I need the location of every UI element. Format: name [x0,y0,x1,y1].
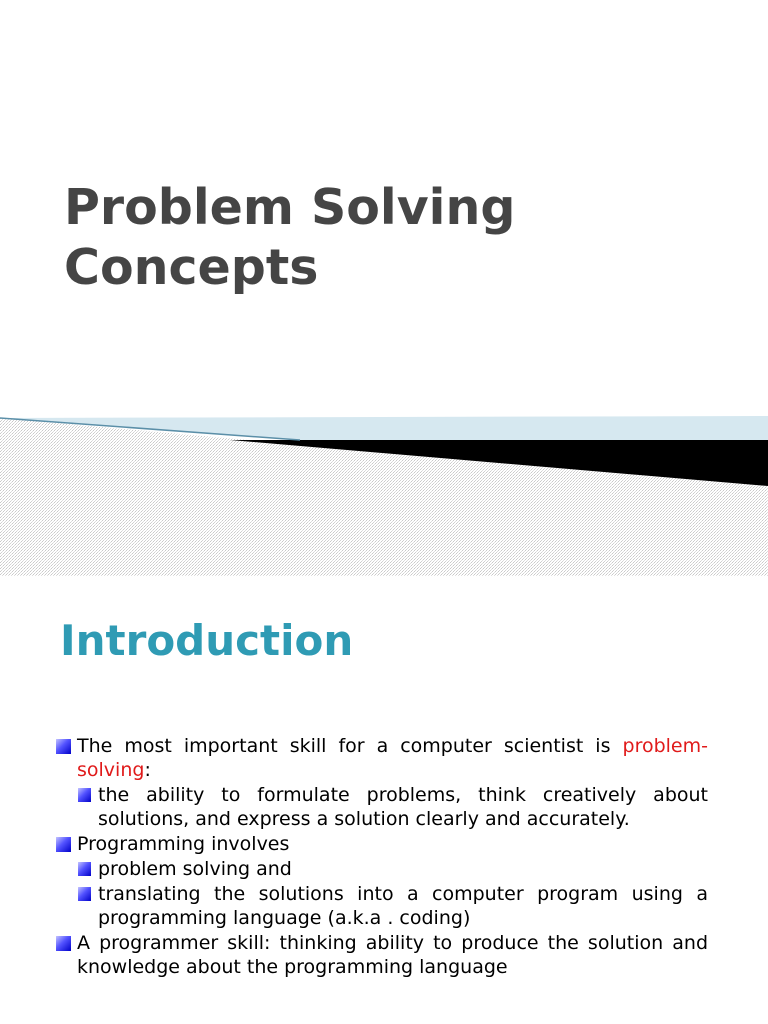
sub-bullet-text: problem solving and [98,858,292,880]
sub-bullet-text: translating the solutions into a computer program using a programming language (a.k.a . coding) [98,883,708,929]
bullet-square-icon [56,936,71,951]
bullet-item [56,931,708,979]
bullet-list [56,734,708,980]
bullet-square-icon [78,788,91,802]
sub-bullet-item [78,857,708,881]
bullet-text: A programmer skill: thinking ability to produce the solution and knowledge about the programming language [77,932,708,978]
title-line-2: Concepts [64,239,319,296]
bullet-square-icon [78,887,91,901]
title-line-1: Problem Solving [64,179,516,236]
sub-bullet-item [78,882,708,930]
bullet-square-icon [56,739,71,754]
bullet-square-icon [56,837,71,852]
sub-bullet-item [78,783,708,831]
bullet-item [56,734,708,782]
bullet-item [56,832,708,856]
bullet-text: Programming involves [77,833,290,855]
highlight-text: problem-solving [77,735,708,781]
slide-title-heading [64,178,704,298]
bullet-text: The most important skill for a computer scientist is [77,735,611,757]
slide-heading: Introduction [60,616,354,665]
bullet-square-icon [78,862,91,876]
bullet-text-suffix: : [144,759,151,781]
slide-introduction [0,576,768,1024]
decorative-band [0,400,768,576]
sub-bullet-text: the ability to formulate problems, think creatively about solutions, and express a solution clearly and accurately. [98,784,708,830]
